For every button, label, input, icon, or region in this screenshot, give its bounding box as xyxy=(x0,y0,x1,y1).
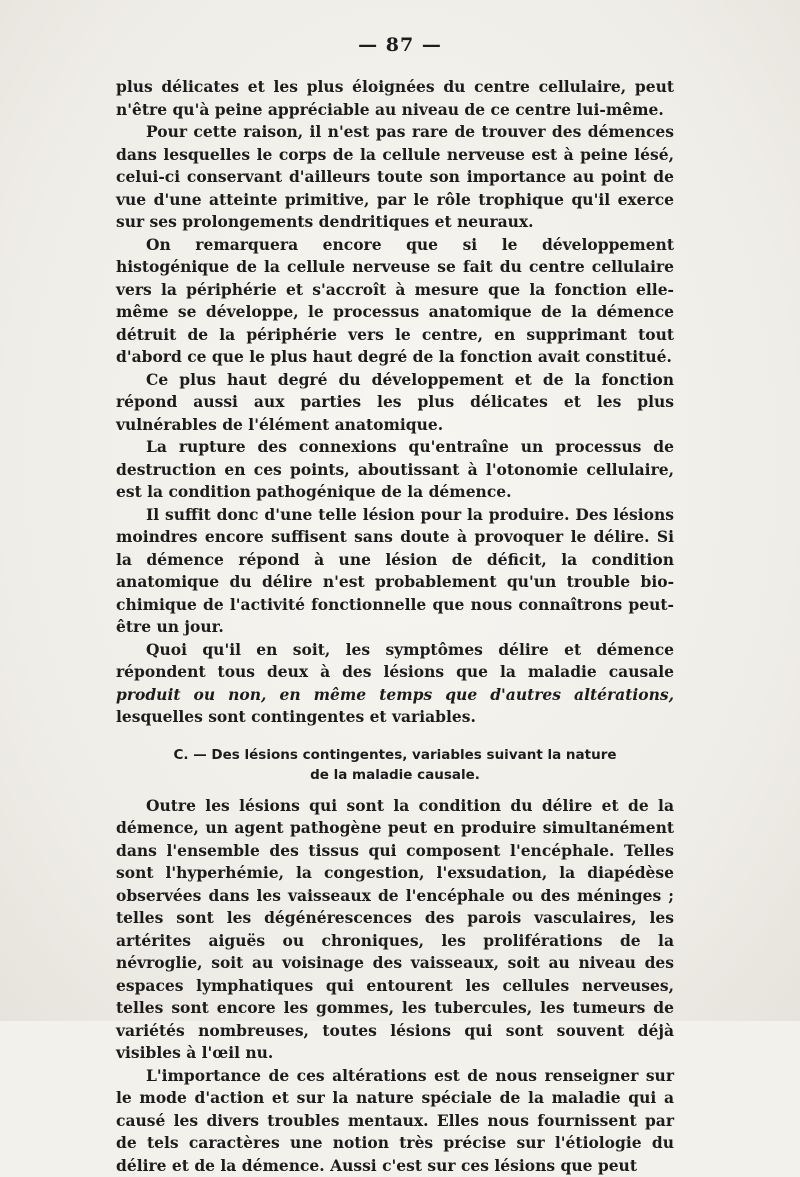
page-number: — 87 — xyxy=(0,34,800,56)
paragraph-7-end: lesquelles sont contingentes et variables. xyxy=(116,707,476,726)
paragraph-9: L'importance de ces altérations est de nous renseigner sur le mode d'action et sur la nature spéciale de la maladie qui a causé les divers troubles mentaux. Elles nous fournissent par de tels caractères une notion très précise sur l'étiologie du délire et de la démence. Aussi c'est sur ces lésions que peut xyxy=(116,1065,674,1177)
paragraph-5: La rupture des connexions qu'entraîne un processus de destruction en ces points, aboutissant à l'otonomie cellulaire, est la condition pathogénique de la démence. xyxy=(116,436,674,504)
paragraph-6: Il suffit donc d'une telle lésion pour la produire. Des lésions moindres encore suffisent sans doute à provoquer le délire. Si la démence répond à une lésion de déficit, la condition anatomique du délire n'est probablement qu'un trouble bio-chimique de l'activité fonctionnelle que nous connaîtrons peut-être un jour. xyxy=(116,504,674,639)
paragraph-1: plus délicates et les plus éloignées du centre cellulaire, peut n'être qu'à peine appréciable au niveau de ce centre lui-même. xyxy=(116,76,674,121)
paragraph-2: Pour cette raison, il n'est pas rare de trouver des démences dans lesquelles le corps de la cellule nerveuse est à peine lésé, celui-ci conservant d'ailleurs toute son importance au point de vue d'une atteinte primitive, par le rôle trophique qu'il exerce sur ses prolongements dendritiques et neuraux. xyxy=(116,121,674,234)
paragraph-4: Ce plus haut degré du développement et de la fonction répond aussi aux parties les plus délicates et les plus vulnérables de l'élément anatomique. xyxy=(116,369,674,437)
paragraph-7 xyxy=(116,639,674,729)
body-text xyxy=(116,76,674,1177)
paragraph-7-italic: produit ou non, en même temps que d'autres altérations, xyxy=(116,685,674,704)
section-heading-line-2: de la maladie causale. xyxy=(116,765,674,785)
section-heading-line-1: C. — Des lésions contingentes, variables suivant la nature xyxy=(116,745,674,765)
section-heading xyxy=(116,745,674,785)
paragraph-3: On remarquera encore que si le développement histogénique de la cellule nerveuse se fait du centre cellulaire vers la périphérie et s'accroît à mesure que la fonction elle-même se développe, le processus anatomique de la démence détruit de la périphérie vers le centre, en supprimant tout d'abord ce que le plus haut degré de la fonction avait constitué. xyxy=(116,234,674,369)
paragraph-7-start: Quoi qu'il en soit, les symptômes délire et démence répondent tous deux à des lésions que la maladie causale xyxy=(116,640,674,682)
paragraph-8: Outre les lésions qui sont la condition du délire et de la démence, un agent pathogène peut en produire simultanément dans l'ensemble des tissus qui composent l'encéphale. Telles sont l'hyperhémie, la congestion, l'exsudation, la diapédèse observées dans les vaisseaux de l'encéphale ou des méninges ; telles sont les dégénérescences des parois vasculaires, les artérites aiguës ou chroniques, les proliférations de la névroglie, soit au voisinage des vaisseaux, soit au niveau des espaces lymphatiques qui entourent les cellules nerveuses, telles sont encore les gommes, les tubercules, les tumeurs de variétés nombreuses, toutes lésions qui sont souvent déjà visibles à l'œil nu. xyxy=(116,795,674,1065)
